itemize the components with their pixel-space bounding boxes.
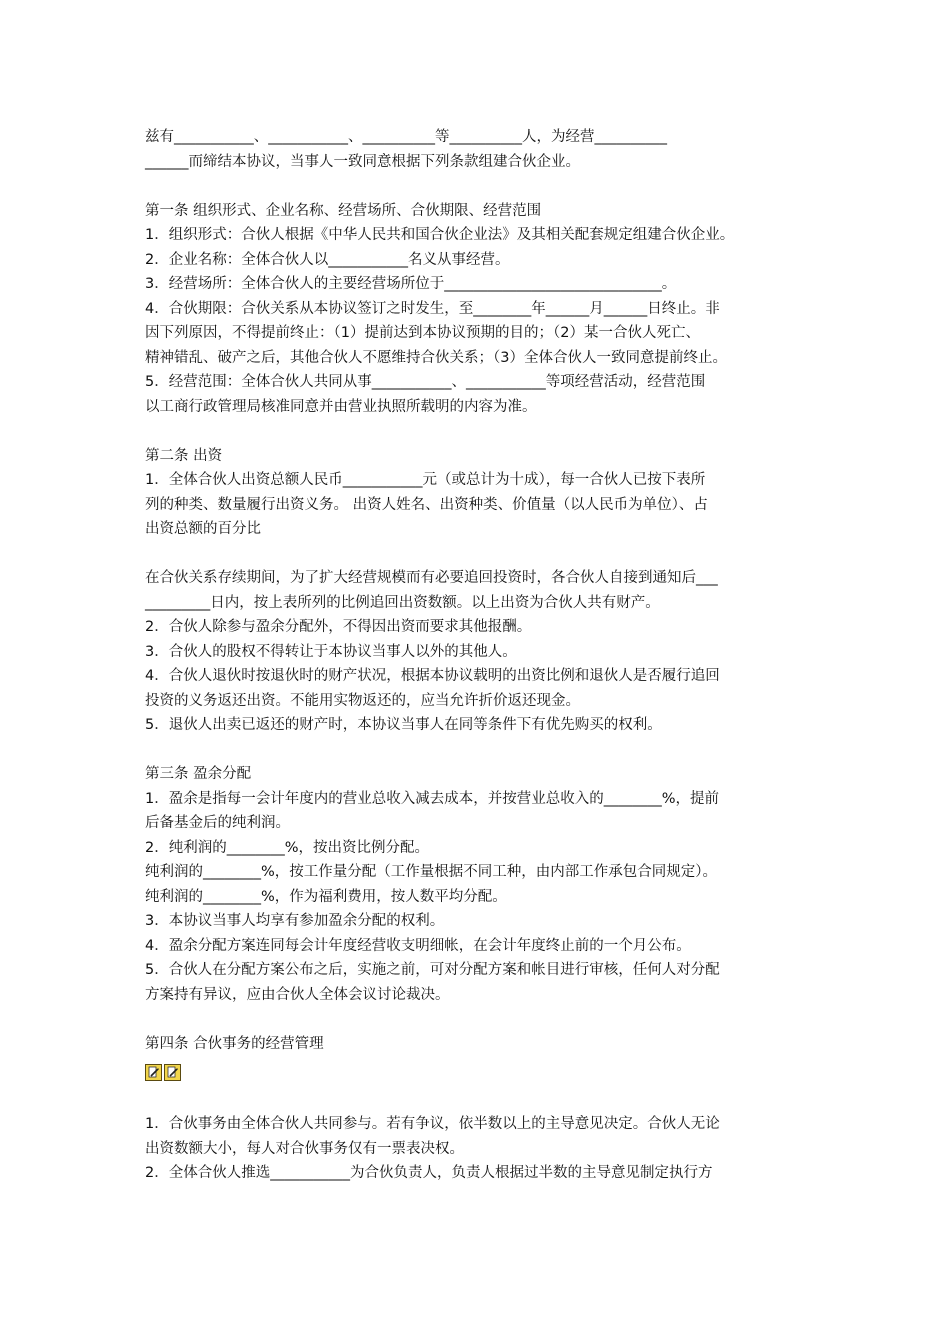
article-2-line: 2．合伙人除参与盈余分配外，不得因出资而要求其他报酬。: [145, 619, 532, 635]
article-3-line: 3．本协议当事人均享有参加盈余分配的权利。: [145, 913, 445, 929]
article-1-line: 5．经营范围：全体合伙人共同从事___________、___________等项经营活动，经营范围: [145, 374, 706, 390]
article-1-line: 1．组织形式：合伙人根据《中华人民共和国合伙企业法》及其相关配套规定组建合伙企业。: [145, 227, 735, 243]
article-1-line: 因下列原因，不得提前终止：（1）提前达到本协议预期的目的；（2）某一合伙人死亡、: [145, 325, 700, 341]
pencil-document-icon[interactable]: [164, 1064, 181, 1081]
article-2-line: 在合伙关系存续期间，为了扩大经营规模而有必要追回投资时，各合伙人自接到通知后___: [145, 570, 718, 586]
article-2-line: _________日内，按上表所列的比例追回出资数额。以上出资为合伙人共有财产。: [145, 594, 660, 611]
article-1-title: 第一条 组织形式、企业名称、经营场所、合伙期限、经营范围: [145, 202, 542, 219]
article-1-line: 4．合伙期限：合伙关系从本协议签订之时发生，至________年______月______日终止。非: [145, 300, 720, 317]
article-1-line: 精神错乱、破产之后，其他合伙人不愿维持合伙关系；（3）全体合伙人一致同意提前终止。: [145, 349, 727, 366]
article-3-line: 后备基金后的纯利润。: [145, 815, 290, 831]
article-4-line: 出资数额大小，每人对合伙事务仅有一票表决权。: [145, 1140, 464, 1157]
pencil-document-icon[interactable]: [145, 1064, 162, 1081]
article-2-line: 4．合伙人退伙时按退伙时的财产状况，根据本协议载明的出资比例和退伙人是否履行追回: [145, 668, 720, 684]
article-2-line: 列的种类、数量履行出资义务。 出资人姓名、出资种类、价值量（以人民币为单位）、占: [145, 496, 708, 513]
article-1-line: 2．企业名称：全体合伙人以___________名义从事经营。: [145, 251, 510, 268]
article-3-line: 2．纯利润的________%，按出资比例分配。: [145, 839, 430, 856]
article-3-title: 第三条 盈余分配: [145, 766, 252, 782]
article-3-line: 4．盈余分配方案连同每会计年度经营收支明细帐，在会计年度终止前的一个月公布。: [145, 937, 691, 954]
article-1-line: 以工商行政管理局核准同意并由营业执照所载明的内容为准。: [145, 398, 537, 415]
article-3-line: 纯利润的________%，按工作量分配（工作量根据不同工种，由内部工作承包合同规定）。: [145, 864, 718, 880]
article-3-line: 纯利润的________%，作为福利费用，按人数平均分配。: [145, 888, 507, 905]
document-page: [145, 125, 815, 1186]
article-3-line: 方案持有异议，应由合伙人全体会议讨论裁决。: [145, 986, 450, 1003]
article-2-line: 投资的义务返还出资。不能用实物返还的，应当允许折价返还现金。: [145, 692, 580, 709]
article-1-line: 3．经营场所：全体合伙人的主要经营场所位于______________________________。: [145, 276, 677, 292]
intro-line-2: ______而缔结本协议，当事人一致同意根据下列条款组建合伙企业。: [145, 153, 580, 170]
embedded-object-icons: [145, 1064, 815, 1086]
article-2-title: 第二条 出资: [145, 447, 223, 464]
article-2-line: 3．合伙人的股权不得转让于本协议当事人以外的其他人。: [145, 643, 517, 660]
article-2-line: 出资总额的百分比: [145, 521, 261, 537]
article-3-line: 5．合伙人在分配方案公布之后，实施之前，可对分配方案和帐目进行审核，任何人对分配: [145, 962, 720, 978]
article-2-line: 1．全体合伙人出资总额人民币___________元（或总计为十成），每一合伙人已按下表所: [145, 472, 706, 488]
article-3-line: 1．盈余是指每一会计年度内的营业总收入减去成本，并按营业总收入的________%，提前: [145, 790, 720, 807]
intro-line-1: 兹有___________、___________、__________等__________人，为经营__________: [145, 129, 667, 145]
article-4-line: 2．全体合伙人推选___________为合伙负责人，负责人根据过半数的主导意见制定执行方: [145, 1165, 713, 1181]
article-4-line: 1．合伙事务由全体合伙人共同参与。若有争议，依半数以上的主导意见决定。合伙人无论: [145, 1116, 720, 1132]
article-2-line: 5．退伙人出卖已返还的财产时，本协议当事人在同等条件下有优先购买的权利。: [145, 717, 662, 733]
article-4-title: 第四条 合伙事务的经营管理: [145, 1035, 324, 1052]
